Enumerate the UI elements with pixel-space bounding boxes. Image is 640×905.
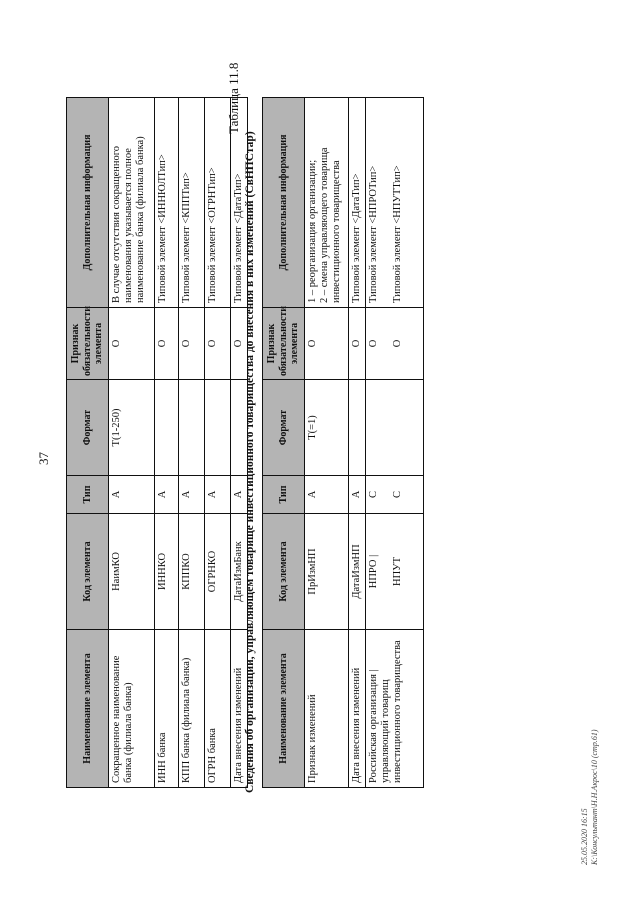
- bank-info-table: [66, 97, 248, 788]
- element-code: [365, 514, 423, 630]
- element-name: ОГРН банка: [204, 630, 230, 788]
- element-info: Типовой элемент <ДатаТип>: [230, 98, 247, 308]
- element-required: О: [204, 308, 230, 380]
- header-cell: Формат: [263, 380, 305, 476]
- element-info: [304, 98, 348, 308]
- element-code: ДатаИзмНП: [348, 514, 365, 630]
- element-info: Типовой элемент <ОГРНТип>: [204, 98, 230, 308]
- element-info: [365, 98, 423, 308]
- header-cell: Тип: [263, 476, 305, 514]
- element-name: Российская организация | управляющий товарищ инвестиционного товарищества: [365, 630, 423, 788]
- required-line: О: [391, 339, 403, 348]
- element-required: О: [304, 308, 348, 380]
- element-format: [365, 380, 423, 476]
- element-type: А: [178, 476, 204, 514]
- info-line: 1 – реорганизация организации;: [306, 159, 318, 303]
- header-cell: Дополнительная информация: [67, 98, 109, 308]
- header-cell: Наименование элемента: [263, 630, 305, 788]
- element-info: Типовой элемент <КППТип>: [178, 98, 204, 308]
- required-line: О: [367, 339, 379, 348]
- header-cell: Дополнительная информация: [263, 98, 305, 308]
- header-cell: Признак обязательности элемента: [263, 308, 305, 380]
- code-line: НПУТ: [391, 557, 403, 587]
- header-cell: Код элемента: [263, 514, 305, 630]
- element-name: Дата внесения изменений: [348, 630, 365, 788]
- type-line: С: [367, 491, 379, 499]
- element-format: [348, 380, 365, 476]
- table-row: [304, 98, 348, 788]
- element-name: Дата внесения изменений: [230, 630, 247, 788]
- element-info: В случае отсутствия сокращенного наименования указывается полное наименование банка (филиала банка): [108, 98, 154, 308]
- element-code: ОГРНКО: [204, 514, 230, 630]
- header-cell: Тип: [67, 476, 109, 514]
- element-info: Типовой элемент <ДатаТип>: [348, 98, 365, 308]
- element-code: КППКО: [178, 514, 204, 630]
- table-header-row: [263, 98, 305, 788]
- table-label: Таблица 11.8: [226, 62, 241, 134]
- type-line: С: [391, 491, 403, 499]
- header-cell: Код элемента: [67, 514, 109, 630]
- element-type: [365, 476, 423, 514]
- info-line: Типовой элемент <НПУТТип>: [391, 165, 403, 303]
- element-type: А: [304, 476, 348, 514]
- table-row: [154, 98, 178, 788]
- info-line: 2 – смена управляющего товарища инвестиционного товарищества: [318, 147, 342, 303]
- element-name: КПП банка (филиала банка): [178, 630, 204, 788]
- element-required: О: [108, 308, 154, 380]
- element-code: ИННКО: [154, 514, 178, 630]
- table-row: [365, 98, 423, 788]
- element-required: О: [230, 308, 247, 380]
- element-required: О: [348, 308, 365, 380]
- table-header-row: [67, 98, 109, 788]
- element-required: О: [154, 308, 178, 380]
- header-cell: Наименование элемента: [67, 630, 109, 788]
- element-code: ПрИзмНП: [304, 514, 348, 630]
- element-info: Типовой элемент <ИННЮЛТип>: [154, 98, 178, 308]
- section-title: Сведения об организации, управляющем товарище инвестиционного товарищества до внесения в них изменений (СвНПСтар): [244, 131, 256, 793]
- element-required: [365, 308, 423, 380]
- element-format: [154, 380, 178, 476]
- org-changes-table: [262, 97, 424, 788]
- element-code: НаимКО: [108, 514, 154, 630]
- element-name: Признак изменений: [304, 630, 348, 788]
- table-row: [178, 98, 204, 788]
- footer-path: К:\Консультант\Н.Н.Акрос\10 (стр.61): [590, 729, 599, 865]
- info-line: Типовой элемент <НПРОТип>: [367, 165, 379, 303]
- table-row: [348, 98, 365, 788]
- header-cell: Формат: [67, 380, 109, 476]
- element-type: А: [108, 476, 154, 514]
- code-line: НПРО |: [367, 554, 379, 589]
- page-number: 37: [36, 452, 51, 465]
- element-required: О: [178, 308, 204, 380]
- element-type: А: [348, 476, 365, 514]
- element-name: ИНН банка: [154, 630, 178, 788]
- header-cell: Признак обязательности элемента: [67, 308, 109, 380]
- element-format: [178, 380, 204, 476]
- element-name: Сокращенное наименование банка (филиала банка): [108, 630, 154, 788]
- element-format: [204, 380, 230, 476]
- table-row: [204, 98, 230, 788]
- element-type: А: [230, 476, 247, 514]
- footer-timestamp: 25.05.2020 16:15: [580, 808, 589, 865]
- element-format: T(=1): [304, 380, 348, 476]
- element-code: ДатаИзмБанк: [230, 514, 247, 630]
- table-row: [108, 98, 154, 788]
- element-type: А: [154, 476, 178, 514]
- element-type: А: [204, 476, 230, 514]
- element-format: T(1-250): [108, 380, 154, 476]
